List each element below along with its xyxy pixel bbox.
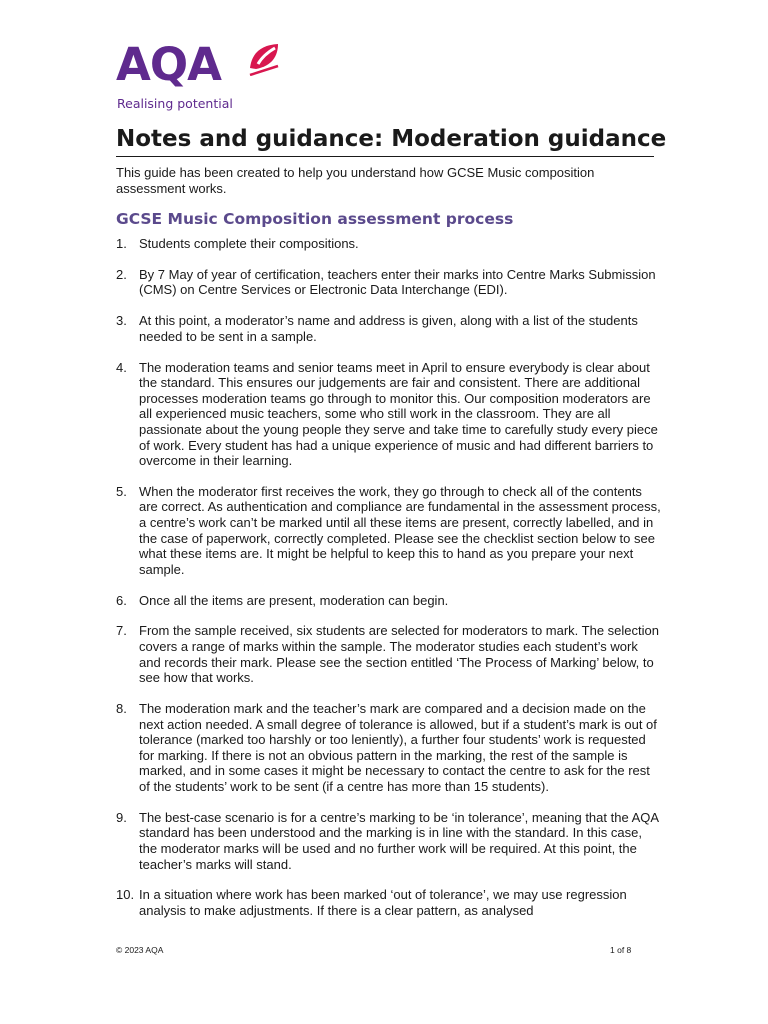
step-number: 10. — [116, 887, 135, 903]
list-item — [116, 810, 661, 872]
list-item — [116, 701, 661, 795]
page-title: Notes and guidance: Moderation guidance — [116, 124, 654, 157]
intro-paragraph: This guide has been created to help you understand how GCSE Music composition assessment works. — [116, 165, 595, 196]
footer-copyright: © 2023 AQA — [116, 945, 164, 955]
list-item — [116, 267, 661, 298]
process-steps-list — [116, 236, 661, 934]
step-text: Once all the items are present, moderation can begin. — [139, 592, 449, 608]
step-number: 2. — [116, 266, 127, 282]
step-text: By 7 May of year of certification, teachers enter their marks into Centre Marks Submission (CMS) on Centre Services or Electronic Data Interchange (EDI). — [139, 266, 656, 298]
aqa-logo — [116, 38, 286, 114]
logo-tagline: Realising potential — [117, 96, 233, 111]
list-item — [116, 623, 661, 685]
step-text: Students complete their compositions. — [139, 236, 359, 251]
list-item — [116, 484, 661, 578]
step-text: The moderation mark and the teacher’s mark are compared and a decision made on the next action needed. A small degree of tolerance is allowed, but if a student’s mark is out of tolerance (marked too harshly or too leniently), a further four students’ work is requested for marking. If there is not an obvious pattern in the marking, the rest of the sample is marked, and in some cases it might be necessary to contact the centre to ask for the rest of the students’ work to be sent (if a centre has more than 15 students). — [139, 700, 657, 794]
list-item — [116, 313, 661, 344]
step-number: 9. — [116, 809, 127, 825]
step-text: From the sample received, six students are selected for moderators to mark. The selection covers a range of marks within the sample. The moderator studies each student’s work and records their mark. Please see the section entitled ‘The Process of Marking’ below, to see how that works. — [139, 623, 659, 686]
list-item — [116, 360, 661, 469]
list-item — [116, 236, 661, 252]
step-number: 3. — [116, 313, 127, 329]
step-number: 5. — [116, 483, 127, 499]
step-text: At this point, a moderator’s name and address is given, along with a list of the students needed to be sent in a sample. — [139, 313, 638, 344]
step-number: 8. — [116, 700, 127, 716]
list-item — [116, 593, 661, 609]
step-text: In a situation where work has been marked ‘out of tolerance’, we may use regression analysis to make adjustments. If there is a clear pattern, as analysed — [139, 887, 627, 918]
step-number: 4. — [116, 359, 127, 375]
step-text: The moderation teams and senior teams meet in April to ensure everybody is clear about the standard. This ensures our judgements are fair and consistent. There are additional processes moderation teams go through to monitor this. Our composition moderators are all experienced music teachers, some who still work in the classroom. They are all passionate about the young people they serve and take time to carefully study every piece of work. Every student has had a unique experience of music and had different barriers to overcome in their learning. — [139, 359, 658, 469]
logo-wordmark: AQA — [116, 38, 221, 91]
aqa-leaf-icon — [248, 42, 280, 76]
section-heading: GCSE Music Composition assessment process — [116, 210, 514, 228]
step-text: When the moderator first receives the work, they go through to check all of the contents are correct. As authentication and compliance are fundamental in the assessment process, a centre’s work can’t be marked until all these items are present, correctly labelled, and in the case of paperwork, correctly completed. Please see the checklist section below to see what these items are. It might be helpful to keep this to hand as you prepare your next sample. — [139, 483, 661, 577]
step-text: The best-case scenario is for a centre’s marking to be ‘in tolerance’, meaning that the AQA standard has been understood and the marking is in line with the standard. In this case, the moderator marks will be used and no further work will be required. At this point, the teacher’s marks will stand. — [139, 809, 659, 872]
step-number: 6. — [116, 592, 127, 608]
footer-page-number: 1 of 8 — [610, 945, 632, 955]
step-number: 1. — [116, 236, 127, 251]
step-number: 7. — [116, 623, 127, 639]
list-item — [116, 887, 661, 918]
